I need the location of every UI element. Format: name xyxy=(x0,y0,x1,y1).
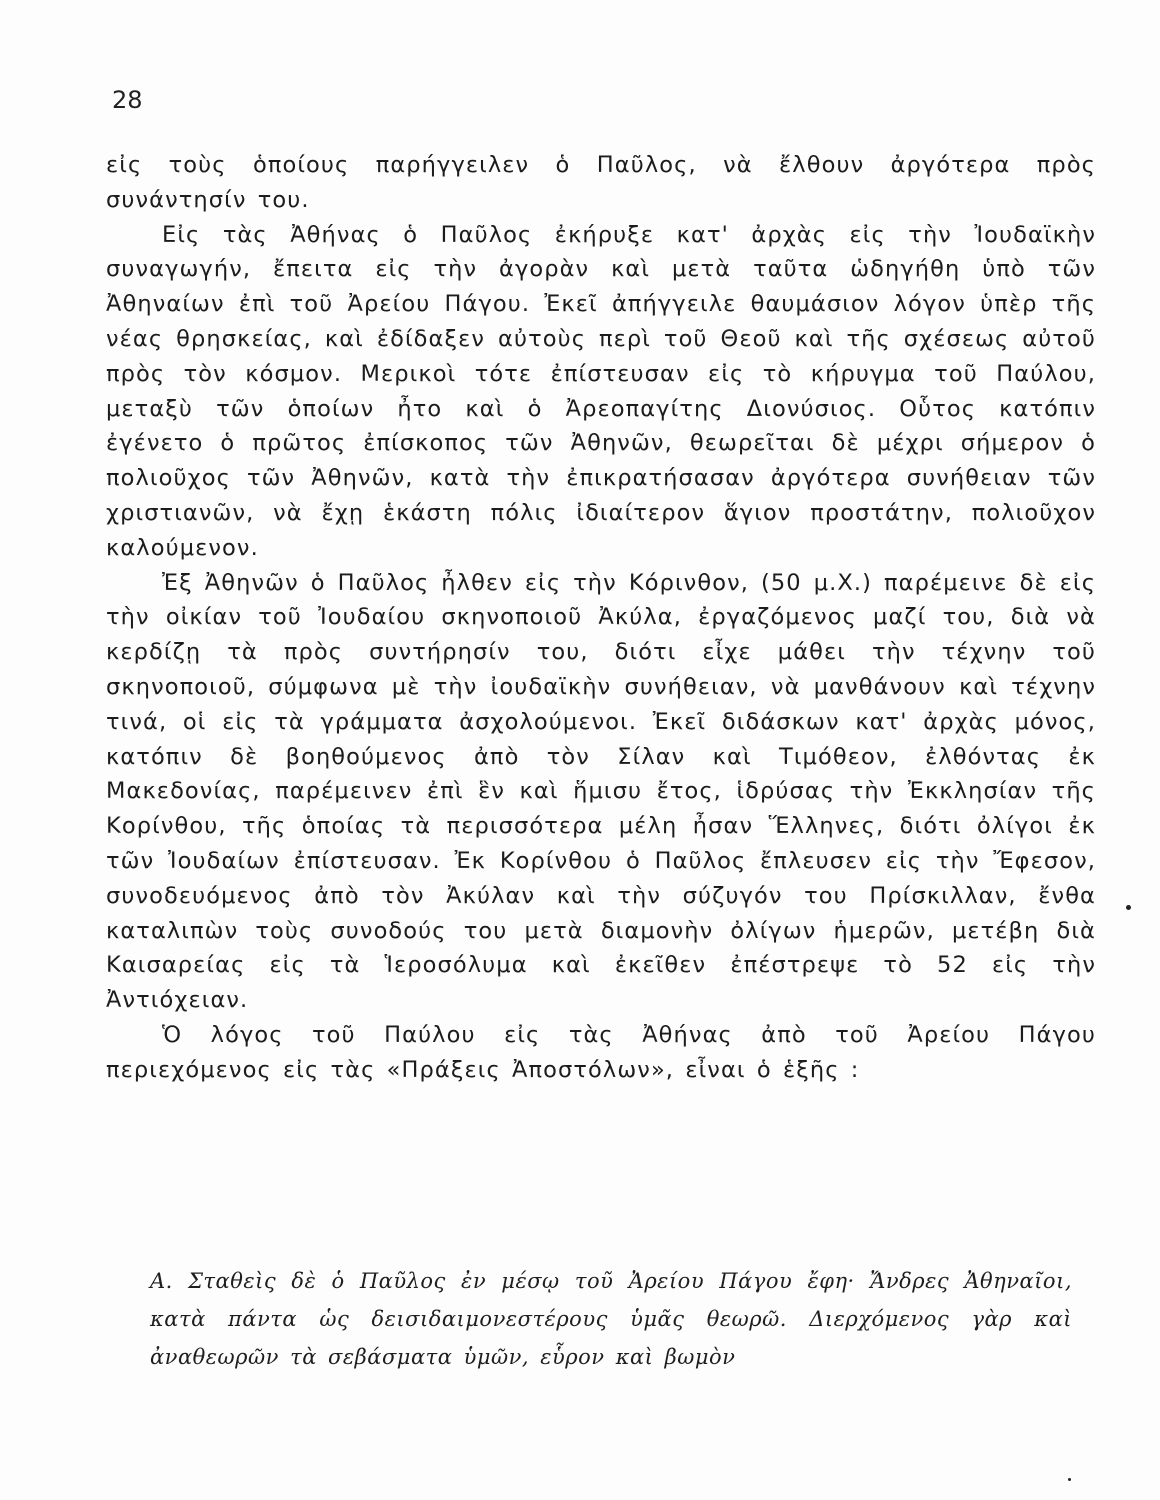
paragraph-corinth: Ἐξ Ἀθηνῶν ὁ Παῦλος ἦλθεν εἰς τὴν Κόρινθον, (50 μ.Χ.) παρέμεινε δὲ εἰς τὴν οἰκίαν τοῦ Ἰουδαίου σκηνοποιοῦ Ἀκύλα, ἐργαζόμενος μαζί του, διὰ νὰ κερδίζῃ τὰ πρὸς συντήρησίν του, διότι εἶχε μάθει τὴν τέχνην τοῦ σκηνοποιοῦ, σύμφωνα μὲ τὴν ἰουδαϊκὴν συνήθειαν, νὰ μανθάνουν καὶ τέχνην τινά, οἱ εἰς τὰ γράμματα ἀσχολούμενοι. Ἐκεῖ διδάσκων κατ' ἀρχὰς μόνος, κατόπιν δὲ βοηθούμενος ἀπὸ τὸν Σίλαν καὶ Τιμόθεον, ἐλθόντας ἐκ Μακεδονίας, παρέμεινεν ἐπὶ ἓν καὶ ἥμισυ ἔτος, ἱδρύσας τὴν Ἐκκλησίαν τῆς Κορίνθου, τῆς ὁποίας τὰ περισσότερα μέλη ἦσαν Ἕλληνες, διότι ὀλίγοι ἐκ τῶν Ἰουδαίων ἐπίστευσαν. Ἐκ Κορίνθου ὁ Παῦλος ἔπλευσεν εἰς τὴν Ἔφεσον, συνοδευόμενος ἀπὸ τὸν Ἀκύλαν καὶ τὴν σύζυγόν του Πρίσκιλλαν, ἔνθα καταλιπὼν τοὺς συνοδούς του μετὰ διαμονὴν ὀλίγων ἡμερῶν, μετέβη διὰ Καισαρείας εἰς τὰ Ἱεροσόλυμα καὶ ἐκεῖθεν ἐπέστρεψε τὸ 52 εἰς τὴν Ἀντιόχειαν. xyxy=(106,569,1096,1014)
main-text-block xyxy=(106,148,1096,1088)
paragraph-athens: Εἰς τὰς Ἀθήνας ὁ Παῦλος ἐκήρυξε κατ' ἀρχὰς εἰς τὴν Ἰουδαϊκὴν συναγωγήν, ἔπειτα εἰς τὴν ἀγορὰν καὶ μετὰ ταῦτα ὡδηγήθη ὑπὸ τῶν Ἀθηναίων ἐπὶ τοῦ Ἀρείου Πάγου. Ἐκεῖ ἀπήγγειλε θαυμάσιον λόγον ὑπὲρ τῆς νέας θρησκείας, καὶ ἐδίδαξεν αὐτοὺς περὶ τοῦ Θεοῦ καὶ τῆς σχέσεως αὐτοῦ πρὸς τὸν κόσμον. Μερικοὶ τότε ἐπίστευσαν εἰς τὸ κήρυγμα τοῦ Παύλου, μεταξὺ τῶν ὁποίων ἦτο καὶ ὁ Ἀρεοπαγίτης Διονύσιος. Οὗτος κατόπιν ἐγένετο ὁ πρῶτος ἐπίσκοπος τῶν Ἀθηνῶν, θεωρεῖται δὲ μέχρι σήμερον ὁ πολιοῦχος τῶν Ἀθηνῶν, κατὰ τὴν ἐπικρατήσασαν ἀργότερα συνήθειαν τῶν χριστιανῶν, νὰ ἔχῃ ἑκάστη πόλις ἰδιαίτερον ἅγιον προστάτην, πολιοῦχον καλούμενον. xyxy=(106,221,1096,561)
speech-quote: Α. Σταθεὶς δὲ ὁ Παῦλος ἐν μέσῳ τοῦ Ἀρείου Πάγου ἔφη· Ἄνδρες Ἀθηναῖοι, κατὰ πάντα ὡς δεισιδαιμονεστέρους ὑμᾶς θεωρῶ. Διερχόμενος γὰρ καὶ ἀναθεωρῶν τὰ σεβάσματα ὑμῶν, εὗρον καὶ βωμὸν xyxy=(150,1269,1072,1369)
page-number: 28 xyxy=(112,86,143,114)
scan-speck xyxy=(1126,905,1131,910)
scan-speck xyxy=(1068,1478,1071,1481)
paragraph-continuation: εἰς τοὺς ὁποίους παρήγγειλεν ὁ Παῦλος, νὰ ἔλθουν ἀργότερα πρὸς συνάντησίν του. xyxy=(106,152,1096,213)
paragraph-speech-intro: Ὁ λόγος τοῦ Παύλου εἰς τὰς Ἀθήνας ἀπὸ τοῦ Ἀρείου Πάγου περιεχόμενος εἰς τὰς «Πράξεις Ἀποστόλων», εἶναι ὁ ἑξῆς : xyxy=(106,1021,1096,1083)
